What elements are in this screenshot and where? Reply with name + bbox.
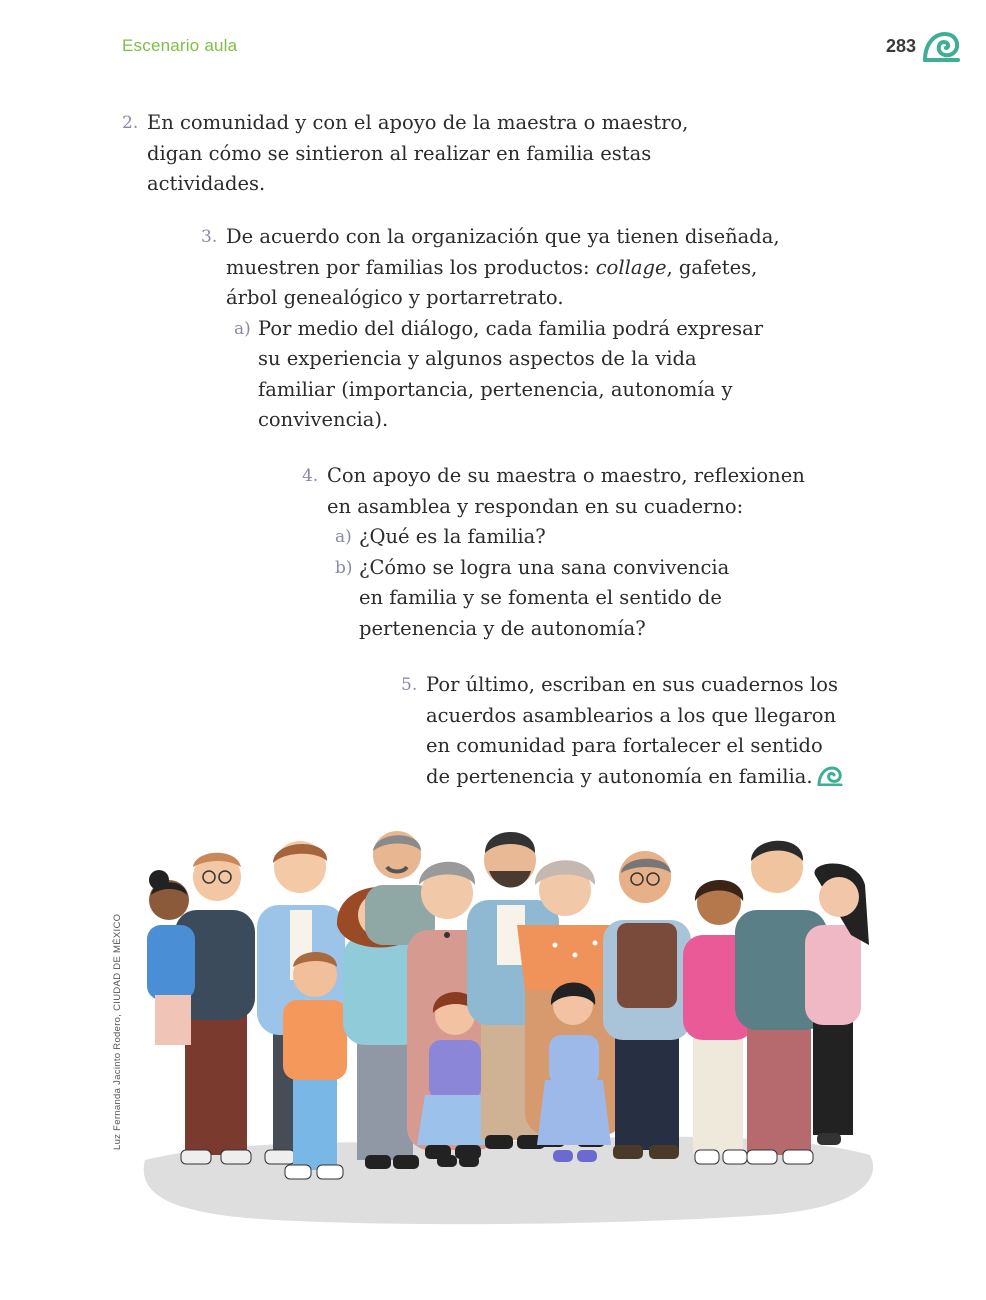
text-line: su experiencia y algunos aspectos de la vida — [258, 347, 697, 370]
text-line: familiar (importancia, pertenencia, autonomía y — [258, 377, 733, 401]
text-line: en asamblea y respondan en su cuaderno: — [327, 494, 744, 518]
spiral-icon — [922, 30, 960, 62]
text-line: ¿Qué es la familia? — [359, 525, 546, 548]
sub-item-a — [234, 314, 780, 436]
text-line: en familia y se fomenta el sentido de — [359, 586, 722, 609]
text-line: Con apoyo de su maestra o maestro, reflexionen — [327, 464, 805, 487]
sub-item-b — [335, 553, 805, 645]
text-line: pertenencia y de autonomía? — [359, 616, 646, 640]
text-line: Por medio del diálogo, cada familia podrá expresar — [258, 316, 764, 340]
text-line: Por último, escriban en sus cuadernos los — [426, 673, 838, 696]
list-item-5 — [401, 670, 843, 792]
list-item-2 — [122, 108, 689, 200]
sub-letter: a) — [335, 527, 352, 547]
text-segment: de pertenencia y autonomía en familia. — [426, 764, 813, 788]
section-title: Escenario aula — [122, 36, 238, 55]
text-segment: , gafetes, — [666, 255, 758, 279]
text-line: convivencia). — [258, 408, 389, 431]
text-line: En comunidad y con el apoyo de la maestra o maestro, — [147, 111, 689, 134]
list-item-4 — [302, 461, 805, 644]
italic-term: collage — [595, 255, 667, 279]
text-line: árbol genealógico y portarretrato. — [226, 286, 564, 309]
sub-item-a — [335, 522, 805, 553]
text-line: digan cómo se sintieron al realizar en familia estas — [147, 141, 652, 165]
sub-letter: a) — [234, 318, 251, 339]
illustration-credit: Luz Fernanda Jacinto Rodero, CIUDAD DE MÉXICO — [112, 913, 123, 1150]
family-member — [147, 870, 195, 1045]
family-member — [603, 851, 691, 1159]
text-line — [226, 253, 780, 284]
list-number: 2. — [122, 113, 139, 133]
family-member — [805, 863, 869, 1145]
text-line: actividades. — [147, 172, 266, 195]
sub-letter: b) — [335, 557, 353, 578]
list-number: 4. — [302, 466, 319, 486]
family-illustration — [125, 815, 885, 1235]
text-line — [426, 762, 843, 793]
text-line: ¿Cómo se logra una sana convivencia — [359, 555, 730, 579]
text-line: en comunidad para fortalecer el sentido — [426, 734, 823, 757]
spiral-icon — [817, 766, 843, 786]
page-number: 283 — [886, 36, 917, 56]
list-number: 5. — [401, 675, 418, 695]
list-item-3 — [201, 222, 780, 436]
text-line: De acuerdo con la organización que ya tienen diseñada, — [226, 225, 780, 248]
text-line: acuerdos asamblearios a los que llegaron — [426, 703, 837, 727]
text-segment: muestren por familias los productos: — [226, 255, 596, 279]
list-number: 3. — [201, 227, 218, 247]
